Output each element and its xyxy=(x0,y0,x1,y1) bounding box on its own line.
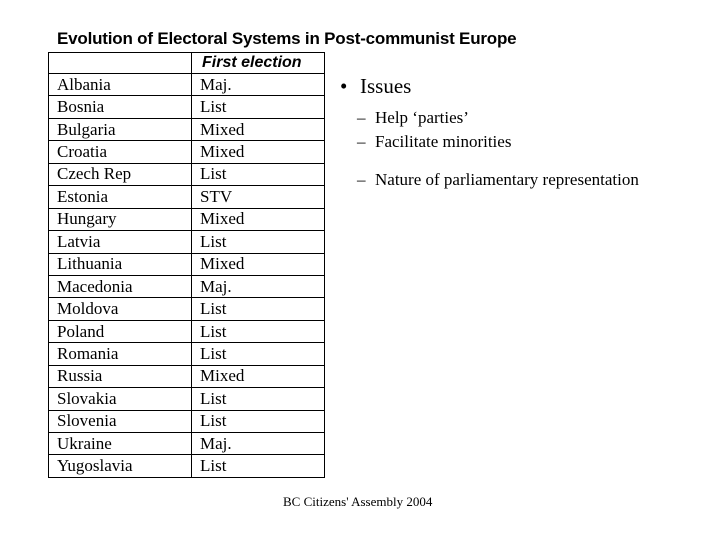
table-row xyxy=(49,231,325,253)
country-cell: Hungary xyxy=(49,208,192,230)
country-cell: Latvia xyxy=(49,231,192,253)
country-cell: Ukraine xyxy=(49,433,192,455)
slide-title: Evolution of Electoral Systems in Post-communist Europe xyxy=(57,29,517,48)
header-first-election: First election xyxy=(192,53,325,74)
system-cell: Maj. xyxy=(192,433,325,455)
country-cell: Slovakia xyxy=(49,388,192,410)
bullet-issues-label: Issues xyxy=(360,74,412,98)
table-row xyxy=(49,163,325,185)
country-cell: Romania xyxy=(49,343,192,365)
country-cell: Croatia xyxy=(49,141,192,163)
system-cell: List xyxy=(192,320,325,342)
system-cell: Maj. xyxy=(192,74,325,96)
table-row xyxy=(49,298,325,320)
table-row xyxy=(49,410,325,432)
system-cell: List xyxy=(192,388,325,410)
country-cell: Bosnia xyxy=(49,96,192,118)
table-row xyxy=(49,74,325,96)
table-row xyxy=(49,118,325,140)
country-cell: Poland xyxy=(49,320,192,342)
country-cell: Lithuania xyxy=(49,253,192,275)
footer-credit: BC Citizens' Assembly 2004 xyxy=(283,494,433,509)
system-cell: List xyxy=(192,231,325,253)
system-cell: List xyxy=(192,163,325,185)
sub-bullet-1-label: Help ‘parties’ xyxy=(375,108,469,127)
header-empty-cell xyxy=(49,53,192,74)
sub-bullet-3-label: Nature of parliamentary representation xyxy=(375,170,639,189)
bullet-dot-icon: • xyxy=(340,74,348,98)
table-row xyxy=(49,343,325,365)
system-cell: Maj. xyxy=(192,275,325,297)
table-row xyxy=(49,141,325,163)
country-cell: Moldova xyxy=(49,298,192,320)
table-row xyxy=(49,455,325,477)
sub-bullet-2-label: Facilitate minorities xyxy=(375,132,512,151)
table-row xyxy=(49,320,325,342)
table-row xyxy=(49,96,325,118)
sub-bullet-3 xyxy=(357,170,639,190)
country-cell: Bulgaria xyxy=(49,118,192,140)
table-row xyxy=(49,275,325,297)
country-cell: Estonia xyxy=(49,186,192,208)
table-row xyxy=(49,208,325,230)
electoral-systems-table xyxy=(48,52,325,478)
system-cell: Mixed xyxy=(192,253,325,275)
table-row xyxy=(49,253,325,275)
system-cell: Mixed xyxy=(192,365,325,387)
country-cell: Albania xyxy=(49,74,192,96)
country-cell: Slovenia xyxy=(49,410,192,432)
system-cell: List xyxy=(192,96,325,118)
system-cell: Mixed xyxy=(192,118,325,140)
system-cell: Mixed xyxy=(192,208,325,230)
system-cell: List xyxy=(192,343,325,365)
table-row xyxy=(49,433,325,455)
country-cell: Macedonia xyxy=(49,275,192,297)
system-cell: List xyxy=(192,455,325,477)
dash-icon: – xyxy=(357,132,366,151)
bullet-issues xyxy=(340,74,411,99)
dash-icon: – xyxy=(357,170,366,189)
system-cell: List xyxy=(192,410,325,432)
sub-bullet-1 xyxy=(357,108,469,128)
table-header-row xyxy=(49,53,325,74)
table-row xyxy=(49,186,325,208)
system-cell: List xyxy=(192,298,325,320)
country-cell: Russia xyxy=(49,365,192,387)
country-cell: Czech Rep xyxy=(49,163,192,185)
dash-icon: – xyxy=(357,108,366,127)
table-row xyxy=(49,388,325,410)
system-cell: STV xyxy=(192,186,325,208)
country-cell: Yugoslavia xyxy=(49,455,192,477)
table-row xyxy=(49,365,325,387)
system-cell: Mixed xyxy=(192,141,325,163)
sub-bullet-2 xyxy=(357,132,511,152)
